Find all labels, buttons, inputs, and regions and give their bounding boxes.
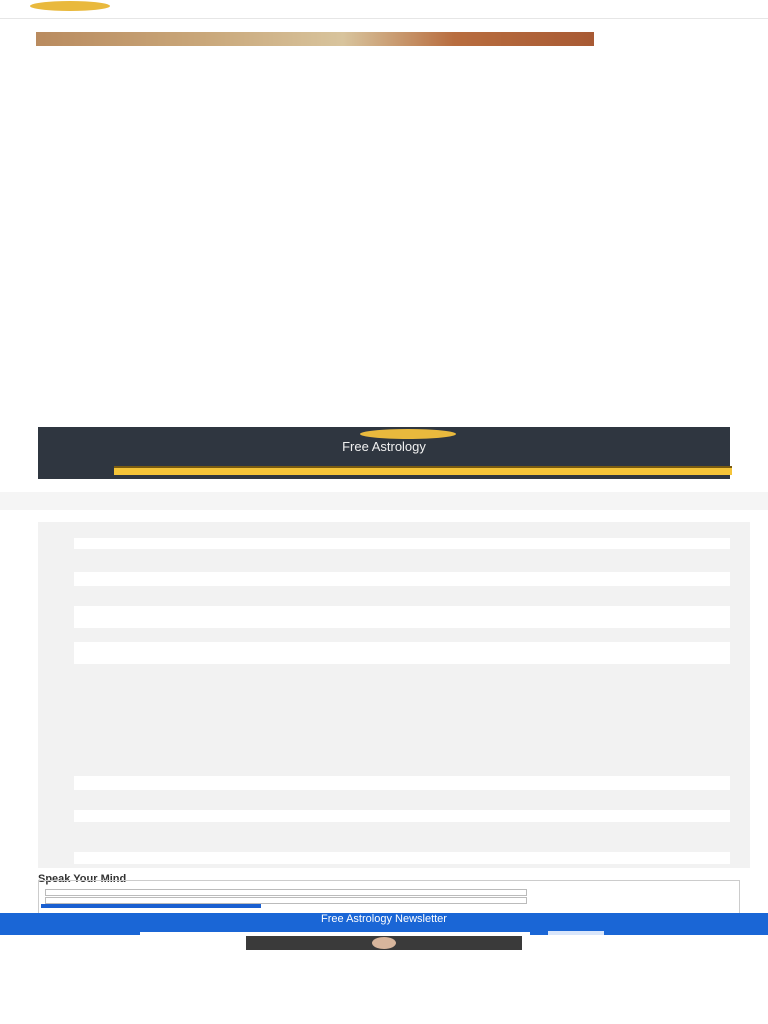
- comment-reply: [74, 606, 730, 628]
- newsletter-subscribe-button[interactable]: [548, 931, 604, 935]
- author-strip: [0, 492, 768, 510]
- comment-form: [38, 880, 740, 914]
- post-comment-button[interactable]: [41, 904, 261, 908]
- newsletter-signup: [0, 913, 768, 935]
- promo-title: Free Astrology: [342, 439, 426, 454]
- speak-your-mind-title: Speak Your Mind: [38, 873, 127, 885]
- comment-reply: [74, 642, 730, 664]
- comment-reply: [74, 776, 730, 790]
- comments-list: [38, 522, 750, 868]
- article-body: [38, 50, 728, 53]
- author-face: [372, 937, 396, 949]
- comment-reply: [74, 538, 730, 549]
- site-header: [0, 0, 768, 19]
- logo-swoosh-icon[interactable]: [30, 1, 110, 11]
- author-bio: [38, 951, 728, 953]
- promo-badge-icon: [360, 429, 456, 439]
- free-astrology-banner[interactable]: [38, 427, 730, 479]
- newsletter-title: Free Astrology Newsletter: [321, 913, 447, 925]
- article-hero-image: [36, 32, 594, 46]
- promo-cta-bar[interactable]: [114, 466, 732, 475]
- comment-reply: [74, 572, 730, 586]
- newsletter-email-input[interactable]: [140, 932, 530, 935]
- comment-reply: [74, 810, 730, 822]
- name-field[interactable]: [45, 897, 527, 904]
- comment-textarea[interactable]: [45, 889, 527, 896]
- comment-reply: [74, 852, 730, 864]
